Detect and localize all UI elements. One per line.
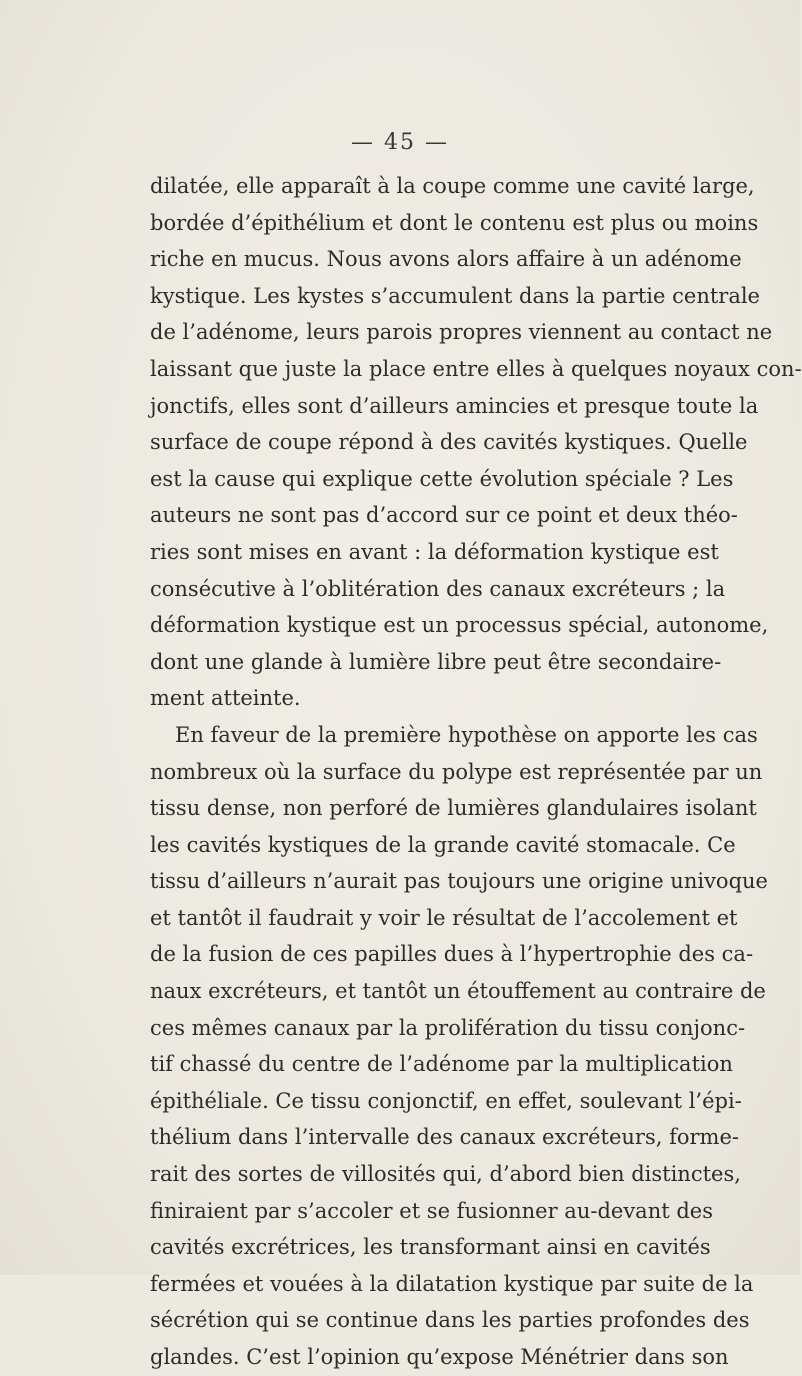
text-line: thélium dans l’intervalle des canaux excréteurs, forme- xyxy=(150,1125,739,1150)
text-line: sécrétion qui se continue dans les parties profondes des xyxy=(150,1308,750,1333)
body-text xyxy=(150,168,802,1376)
text-line: ries sont mises en avant : la déformation kystique est xyxy=(150,539,719,564)
text-line: kystique. Les kystes s’accumulent dans la partie centrale xyxy=(150,283,760,308)
text-line: tissu dense, non perforé de lumières glandulaires isolant xyxy=(150,796,757,821)
text-line: laissant que juste la place entre elles à quelques noyaux con- xyxy=(150,356,802,381)
text-line: cavités excrétrices, les transformant ainsi en cavités xyxy=(150,1235,711,1260)
page-number: — 45 — xyxy=(351,130,449,155)
text-line: dilatée, elle apparaît à la coupe comme une cavité large, xyxy=(150,174,755,198)
text-line: déformation kystique est un processus spécial, autonome, xyxy=(150,613,769,638)
text-line: finiraient par s’accoler et se fusionner au-devant des xyxy=(150,1198,713,1223)
text-line: glandes. C’est l’opinion qu’expose Ménétrier dans son xyxy=(150,1345,729,1369)
text-line: épithéliale. Ce tissu conjonctif, en effet, soulevant l’épi- xyxy=(150,1088,742,1113)
text-line: riche en mucus. Nous avons alors affaire à un adénome xyxy=(150,247,742,272)
text-line: consécutive à l’oblitération des canaux excréteurs ; la xyxy=(150,576,726,601)
text-line: de l’adénome, leurs parois propres viennent au contact ne xyxy=(150,320,773,345)
text-line: dont une glande à lumière libre peut être secondaire- xyxy=(150,649,722,674)
text-line: les cavités kystiques de la grande cavité stomacale. Ce xyxy=(150,832,736,857)
text-line: rait des sortes de villosités qui, d’abord bien distinctes, xyxy=(150,1162,741,1187)
text-line: nombreux où la surface du polype est représentée par un xyxy=(150,759,763,784)
text-line: auteurs ne sont pas d’accord sur ce point et deux théo- xyxy=(150,503,738,528)
text-line: surface de coupe répond à des cavités kystiques. Quelle xyxy=(150,430,748,455)
text-line: et tantôt il faudrait y voir le résultat de l’accolement et xyxy=(150,905,738,930)
text-line-paragraph-start: En faveur de la première hypothèse on apporte les cas xyxy=(175,722,758,747)
text-line: naux excréteurs, et tantôt un étouffement au contraire de xyxy=(150,979,766,1004)
text-line: tissu d’ailleurs n’aurait pas toujours une origine univoque xyxy=(150,869,768,894)
text-line: est la cause qui explique cette évolution spéciale ? Les xyxy=(150,466,734,491)
text-line: fermées et vouées à la dilatation kystique par suite de la xyxy=(150,1271,754,1296)
text-line: de la fusion de ces papilles dues à l’hypertrophie des ca- xyxy=(150,942,754,967)
text-line: jonctifs, elles sont d’ailleurs amincies et presque toute la xyxy=(150,393,759,418)
text-line: ces mêmes canaux par la prolifération du tissu conjonc- xyxy=(150,1015,746,1040)
text-line: tif chassé du centre de l’adénome par la multiplication xyxy=(150,1052,733,1077)
text-line-paragraph-end: ment atteinte. xyxy=(150,686,301,711)
text-line: bordée d’épithélium et dont le contenu est plus ou moins xyxy=(150,210,759,235)
